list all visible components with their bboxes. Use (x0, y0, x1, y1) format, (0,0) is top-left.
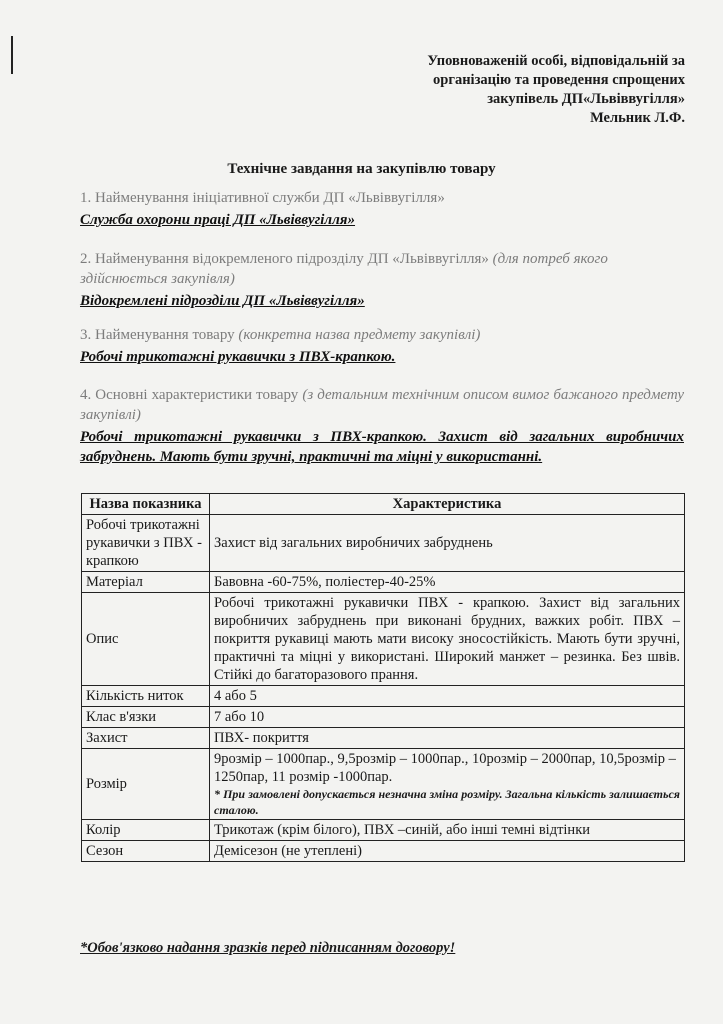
indicator-name: Робочі трикотажні рукавички з ПВХ - крапкою (82, 515, 210, 572)
table-row (82, 686, 685, 707)
table-row (82, 749, 685, 820)
indicator-value: Робочі трикотажні рукавички ПВХ - крапкою. Захист від загальних виробничих забруднень при виконані брудних, важких робіт. ПВХ – покриття рукавиці мають мати високу зносостійкість. Мають бути зручні, практичні та міцні у використані. Широкий манжет – резинка. Без швів. Стійкі до багаторазового прання. (210, 593, 685, 686)
section-subdivision (80, 249, 684, 311)
table-row (82, 707, 685, 728)
addressee-name: Мельник Л.Ф. (590, 110, 685, 126)
table-row (82, 572, 685, 593)
section-number: 4. (80, 387, 92, 403)
section-hint: (конкретна назва предмету закупівлі) (234, 327, 481, 343)
indicator-value-cell (210, 749, 685, 820)
section-answer: Робочі трикотажні рукавички з ПВХ-крапкою. (80, 349, 396, 365)
table-row (82, 820, 685, 841)
table-row (82, 593, 685, 686)
size-note: * При замовлені допускається незначна зміна розміру. Загальна кількість залишається сталою. (214, 787, 680, 817)
section-text: Найменування відокремленого підрозділу ДП «Львіввугілля» (91, 251, 489, 267)
column-header-indicator: Назва показника (82, 494, 210, 515)
section-product-name (80, 325, 684, 367)
table-header-row (82, 494, 685, 515)
section-characteristics (80, 385, 684, 467)
spec-table (81, 493, 685, 862)
indicator-value: 4 або 5 (210, 686, 685, 707)
margin-mark (11, 36, 13, 74)
indicator-value: Бавовна -60-75%, поліестер-40-25% (210, 572, 685, 593)
addressee-block (427, 52, 685, 128)
section-hint: (для потреб якого здійснюється закупівля) (80, 251, 608, 287)
section-number: 3. (80, 327, 92, 343)
section-text: Найменування ініціативної служби ДП «Львіввугілля» (91, 190, 445, 206)
indicator-name: Опис (82, 593, 210, 686)
addressee-line: закупівель ДП«Львіввугілля» (487, 91, 685, 107)
section-answer: Робочі трикотажні рукавички з ПВХ-крапкою. Захист від загальних виробничих забруднень. Мають бути зручні, практичні та міцні у використанні. (80, 429, 684, 465)
samples-footnote: *Обов'язково надання зразків перед підписанням договору! (80, 940, 456, 956)
section-answer: Служба охорони праці ДП «Львіввугілля» (80, 212, 356, 228)
document-title: Технічне завдання на закупівлю товару (227, 161, 496, 177)
indicator-name: Сезон (82, 841, 210, 862)
section-text: Основні характеристики товару (91, 387, 299, 403)
section-number: 2. (80, 251, 92, 267)
table-row (82, 515, 685, 572)
section-number: 1. (80, 190, 92, 206)
section-answer: Відокремлені підрозділи ДП «Львіввугілля» (80, 293, 365, 309)
indicator-value: ПВХ- покриття (210, 728, 685, 749)
indicator-name: Розмір (82, 749, 210, 820)
indicator-value: Захист від загальних виробничих забруднень (210, 515, 685, 572)
indicator-name: Клас в'язки (82, 707, 210, 728)
indicator-value: 9розмір – 1000пар., 9,5розмір – 1000пар., 10розмір – 2000пар, 10,5розмір – 1250пар, 11 розмір -1000пар. (214, 751, 676, 785)
addressee-line: організацію та проведення спрощених (433, 72, 685, 88)
indicator-name: Захист (82, 728, 210, 749)
indicator-name: Матеріал (82, 572, 210, 593)
indicator-name: Кількість ниток (82, 686, 210, 707)
indicator-name: Колір (82, 820, 210, 841)
indicator-value: Демісезон (не утеплені) (210, 841, 685, 862)
section-prompt (80, 249, 684, 289)
section-prompt (80, 325, 684, 345)
section-hint: (з детальним технічним описом вимог бажаного предмету закупівлі) (80, 387, 684, 423)
section-prompt (80, 385, 684, 425)
addressee-line: Уповноваженій особі, відповідальній за (427, 53, 685, 69)
indicator-value: 7 або 10 (210, 707, 685, 728)
table-row (82, 841, 685, 862)
section-initiative-service (80, 188, 684, 230)
indicator-value: Трикотаж (крім білого), ПВХ –синій, або інші темні відтінки (210, 820, 685, 841)
column-header-characteristic: Характеристика (210, 494, 685, 515)
section-prompt (80, 188, 684, 208)
section-text: Найменування товару (91, 327, 235, 343)
table-row (82, 728, 685, 749)
